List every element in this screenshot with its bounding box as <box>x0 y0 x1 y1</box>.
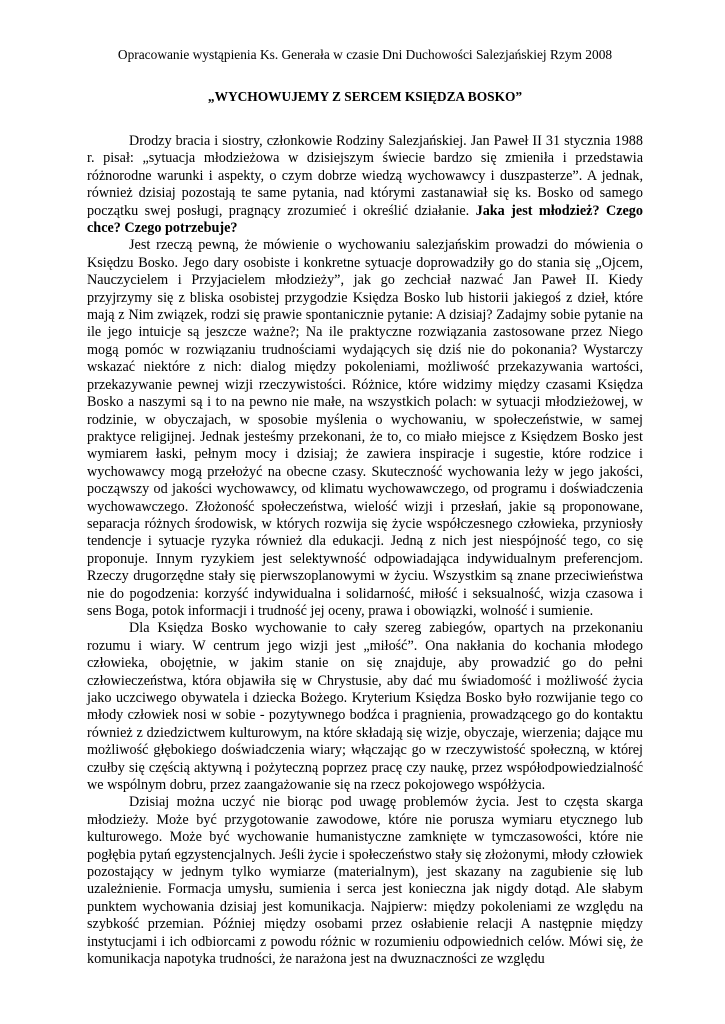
paragraph-2: Jest rzeczą pewną, że mówienie o wychowaniu salezjańskim prowadzi do mówienia o Księdzu Bosko. Jego dary osobiste i konkretne sytuacje doprowadziły go do stania się „Ojcem, Nauczycielem i Przyjacielem młodzieży”, jak go zechciał nazwać Jan Paweł II. Kiedy przyjrzymy się z bliska osobistej przygodzie Księdza Bosko lub historii jakiegoś z dzieł, które mają z Nim związek, rodzi się prawie spontanicznie pytanie: A dzisiaj? Zadajmy sobie pytanie na ile jego intuicje są jeszcze ważne?; Na ile praktyczne rozwiązania zastosowane przez Niego mogą pomóc w rozwiązaniu trudnościami wydających się dziś nie do pokonania? Wystarczy wskazać niektóre z nich: dialog między pokoleniami, możliwość przekazywania wartości, przekazywanie pewnej wizji rzeczywistości. Różnice, które widzimy między czasami Księdza Bosko a naszymi są i to na pewno nie małe, na wszystkich polach: w sytuacji młodzieżowej, w rodzinie, w obyczajach, w sposobie myślenia o wychowaniu, w społeczeństwie, w samej praktyce religijnej. Jednak jesteśmy przekonani, że to, co miało miejsce z Księdzem Bosko jest wymiarem łaski, pełnym mocy i dzisiaj; że zawiera inspiracje i sugestie, które rodzice i wychowawcy mogą przełożyć na obecne czasy. Skuteczność wychowania leży w jego jakości, począwszy od jakości wychowawcy, od klimatu wychowawczego, od programu i doświadczenia wychowawczego. Złożoność społeczeństwa, wielość wizji i przesłań, jakie są proponowane, separacja różnych środowisk, w których rozwija się życie współczesnego człowieka, przyniosły tendencje i sytuacje ryzyka również dla edukacji. Jedną z nich jest niespójność tego, co się proponuje. Innym ryzykiem jest selektywność odpowiadająca indywidualnym preferencjom. Rzeczy drugorzędne stały się pierwszoplanowymi w życiu. Wszystkim są znane przeciwieństwa nie do pogodzenia: korzyść indywidualna i solidarność, miłość i seksualność, wizja czasowa i sens Boga, potok informacji i trudność jej oceny, prawa i obowiązki, wolność i sumienie. <box>87 237 643 619</box>
paragraph-4: Dzisiaj można uczyć nie biorąc pod uwagę problemów życia. Jest to częsta skarga młodzieży. Może być przygotowanie zawodowe, które nie porusza wymiaru etycznego lub kulturowego. Może być wychowanie humanistyczne zamknięte w tymczasowości, które nie pogłębia pytań egzystencjalnych. Jeśli życie i społeczeństwo stały się złożonymi, młody człowiek pozostający w jednym tylko wymiarze (materialnym), jest skazany na zagubienie się lub uzależnienie. Formacja umysłu, sumienia i serca jest konieczna jak nigdy dotąd. Ale słabym punktem wychowania dzisiaj jest komunikacja. Najpierw: między pokoleniami ze względu na szybkość przemian. Później między osobami przez osłabienie relacji A następnie między instytucjami i ich odbiorcami z powodu różnic w rozumieniu odpowiednich celów. Mówi się, że komunikacja napotyka trudności, że narażona jest na dwuznaczności ze względu <box>87 794 643 968</box>
paragraph-1 <box>87 133 643 237</box>
paragraph-1-bold-questions: Jaka jest młodzież? Czego chce? Czego potrzebuje? <box>87 202 643 237</box>
page-header: Opracowanie wystąpienia Ks. Generała w czasie Dni Duchowości Salezjańskiej Rzym 2008 <box>117 47 613 62</box>
paragraph-1-text: Drodzy bracia i siostry, członkowie Rodziny Salezjańskiej. Jan Paweł II 31 stycznia 1988 r. pisał: „sytuacja młodzieżowa w dzisiejszym świecie bardzo się zmieniła i przedstawia różnorodne warunki i aspekty, o czym dobrze wiedzą wychowawcy i duszpasterze”. A jednak, również dzisiaj pozostają te same pytania, nad którymi zastanawiał się ks. Bosko od samego początku swej posługi, pragnący zrozumieć i określić działanie. <box>87 133 643 219</box>
document-title: „WYCHOWUJEMY Z SERCEM KSIĘDZA BOSKO” <box>207 89 523 104</box>
paragraph-3: Dla Księdza Bosko wychowanie to cały szereg zabiegów, opartych na przekonaniu rozumu i wiary. W centrum jego wizji jest „miłość”. Ona nakłania do kochania młodego człowieka, obojętnie, w jakim stanie on się znajduje, aby prowadzić go do pełni człowieczeństwa, która objawiła się w Chrystusie, aby dać mu świadomość i możliwość życia jako uczciwego obywatela i dziecka Bożego. Kryterium Księdza Bosko było rozwijanie tego co młody człowiek nosi w sobie - pozytywnego bodźca i pragnienia, prowadzącego go do kontaktu również z dziedzictwem kulturowym, na które składają się wizje, obyczaje, wierzenia; dające mu możliwość głębokiego doświadczenia wiary; włączając go w rzeczywistość społeczną, w której czułby się częścią aktywną i pożyteczną poprzez pracę czy naukę, przez współodpowiedzialność we wspólnym dobru, przez zaangażowanie się na rzecz pokojowego współżycia. <box>87 620 643 794</box>
